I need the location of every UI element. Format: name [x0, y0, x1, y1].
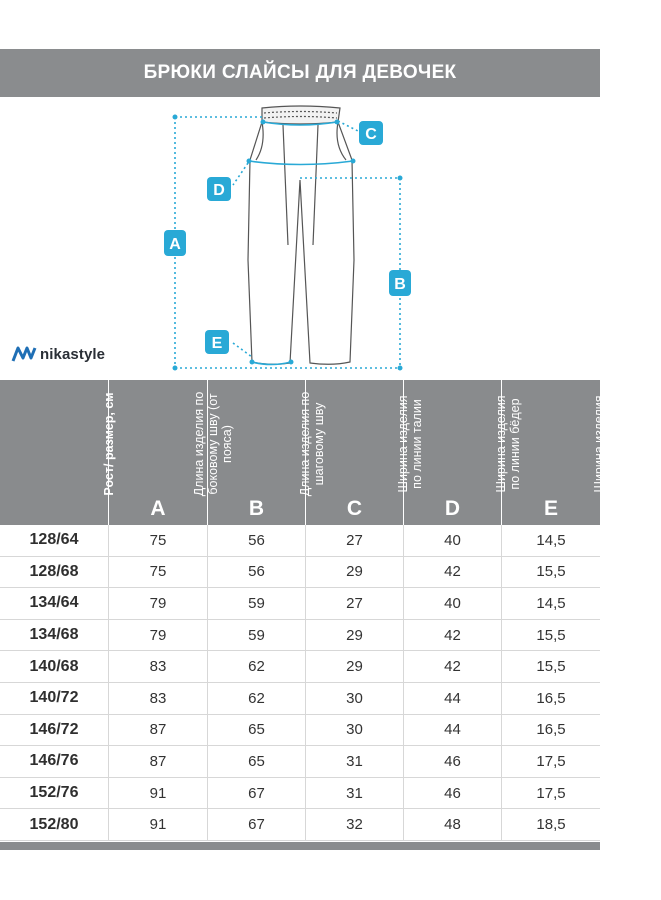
header-letter: A: [150, 497, 166, 520]
value-cell: 30: [305, 715, 403, 746]
header-a: [108, 380, 234, 525]
table-row: [0, 620, 600, 652]
header-d: [403, 380, 522, 525]
value-cell: 42: [403, 620, 501, 651]
header-label: Ширина изделия по линии бёдер: [493, 395, 522, 493]
value-cell: 15,5: [501, 651, 600, 682]
size-cell: 128/64: [29, 531, 79, 549]
value-cell: 75: [108, 525, 207, 556]
value-cell: 59: [207, 588, 305, 619]
header-c: [305, 380, 424, 525]
value-cell: 44: [403, 683, 501, 714]
value-cell: 46: [403, 778, 501, 809]
svg-text:A: A: [169, 236, 181, 253]
value-cell: 87: [108, 746, 207, 777]
value-cell: 40: [403, 525, 501, 556]
value-cell: 91: [108, 778, 207, 809]
table-row: [0, 715, 600, 747]
svg-text:B: B: [394, 276, 406, 293]
table-header: [0, 380, 620, 525]
size-cell: 146/76: [29, 752, 79, 770]
title-band: [0, 49, 600, 97]
value-cell: 40: [403, 588, 501, 619]
trousers-measurement-diagram: [0, 97, 600, 380]
value-cell: 30: [305, 683, 403, 714]
header-label: Ширина изделия по линии талии: [395, 395, 424, 493]
header-letter: D: [444, 497, 461, 520]
marker-d: [207, 177, 231, 201]
size-cell: 152/76: [29, 784, 79, 802]
value-cell: 31: [305, 746, 403, 777]
header-label: Длина изделия по боковому шву (от пояса): [192, 391, 234, 497]
value-cell: 91: [108, 809, 207, 840]
value-cell: 18,5: [501, 809, 600, 840]
value-cell: 87: [108, 715, 207, 746]
value-cell: 67: [207, 778, 305, 809]
size-cell: 146/72: [29, 720, 79, 738]
table-row: [0, 809, 600, 841]
value-cell: 27: [305, 588, 403, 619]
value-cell: 29: [305, 620, 403, 651]
value-cell: 75: [108, 557, 207, 588]
value-cell: 59: [207, 620, 305, 651]
table-body: [0, 525, 600, 841]
brand-logo: [12, 344, 105, 364]
size-cell: 152/80: [29, 815, 79, 833]
table-row: [0, 683, 600, 715]
value-cell: 32: [305, 809, 403, 840]
marker-b: [389, 270, 411, 296]
value-cell: 83: [108, 651, 207, 682]
size-table: [0, 380, 620, 842]
value-cell: 29: [305, 651, 403, 682]
value-cell: 65: [207, 746, 305, 777]
value-cell: 42: [403, 651, 501, 682]
value-cell: 42: [403, 557, 501, 588]
header-label: Длина изделия по шаговому шву: [297, 391, 326, 497]
svg-text:D: D: [213, 182, 225, 199]
value-cell: 83: [108, 683, 207, 714]
value-cell: 16,5: [501, 683, 600, 714]
value-cell: 27: [305, 525, 403, 556]
value-cell: 29: [305, 557, 403, 588]
brand-name: nikastyle: [40, 345, 106, 363]
value-cell: 79: [108, 588, 207, 619]
size-cell: 140/72: [29, 689, 79, 707]
header-label: Рост/ размер, см: [102, 392, 116, 496]
size-cell: 128/68: [29, 562, 79, 580]
header-letter: B: [248, 497, 265, 520]
value-cell: 56: [207, 557, 305, 588]
marker-c: [359, 121, 383, 145]
header-e: [501, 380, 620, 525]
value-cell: 15,5: [501, 620, 600, 651]
marker-e: [205, 330, 229, 354]
trousers-illustration: [248, 106, 354, 364]
header-b: [207, 380, 326, 525]
table-row: [0, 525, 600, 557]
table-row: [0, 778, 600, 810]
header-letter: C: [346, 497, 363, 520]
page-title: БРЮКИ СЛАЙСЫ ДЛЯ ДЕВОЧЕК: [143, 62, 457, 83]
value-cell: 56: [207, 525, 305, 556]
value-cell: 14,5: [501, 588, 600, 619]
table-row: [0, 588, 600, 620]
value-cell: 62: [207, 651, 305, 682]
value-cell: 14,5: [501, 525, 600, 556]
value-cell: 16,5: [501, 715, 600, 746]
size-cell: 134/64: [29, 594, 79, 612]
size-cell: 134/68: [29, 626, 79, 644]
value-cell: 46: [403, 746, 501, 777]
table-row: [0, 557, 600, 589]
svg-text:C: C: [365, 126, 377, 143]
header-size: [0, 380, 116, 525]
size-cell: 140/68: [29, 657, 79, 675]
svg-text:E: E: [211, 335, 223, 352]
value-cell: 62: [207, 683, 305, 714]
value-cell: 31: [305, 778, 403, 809]
bottom-band: [0, 842, 600, 850]
value-cell: 17,5: [501, 746, 600, 777]
header-letter: E: [543, 497, 558, 520]
value-cell: 65: [207, 715, 305, 746]
value-cell: 15,5: [501, 557, 600, 588]
value-cell: 67: [207, 809, 305, 840]
nikastyle-logo-icon: [12, 345, 36, 363]
value-cell: 48: [403, 809, 501, 840]
marker-a: [164, 230, 186, 256]
table-row: [0, 746, 600, 778]
value-cell: 44: [403, 715, 501, 746]
header-label: Ширина изделия по линии низа: [592, 395, 620, 493]
value-cell: 17,5: [501, 778, 600, 809]
value-cell: 79: [108, 620, 207, 651]
table-row: [0, 651, 600, 683]
